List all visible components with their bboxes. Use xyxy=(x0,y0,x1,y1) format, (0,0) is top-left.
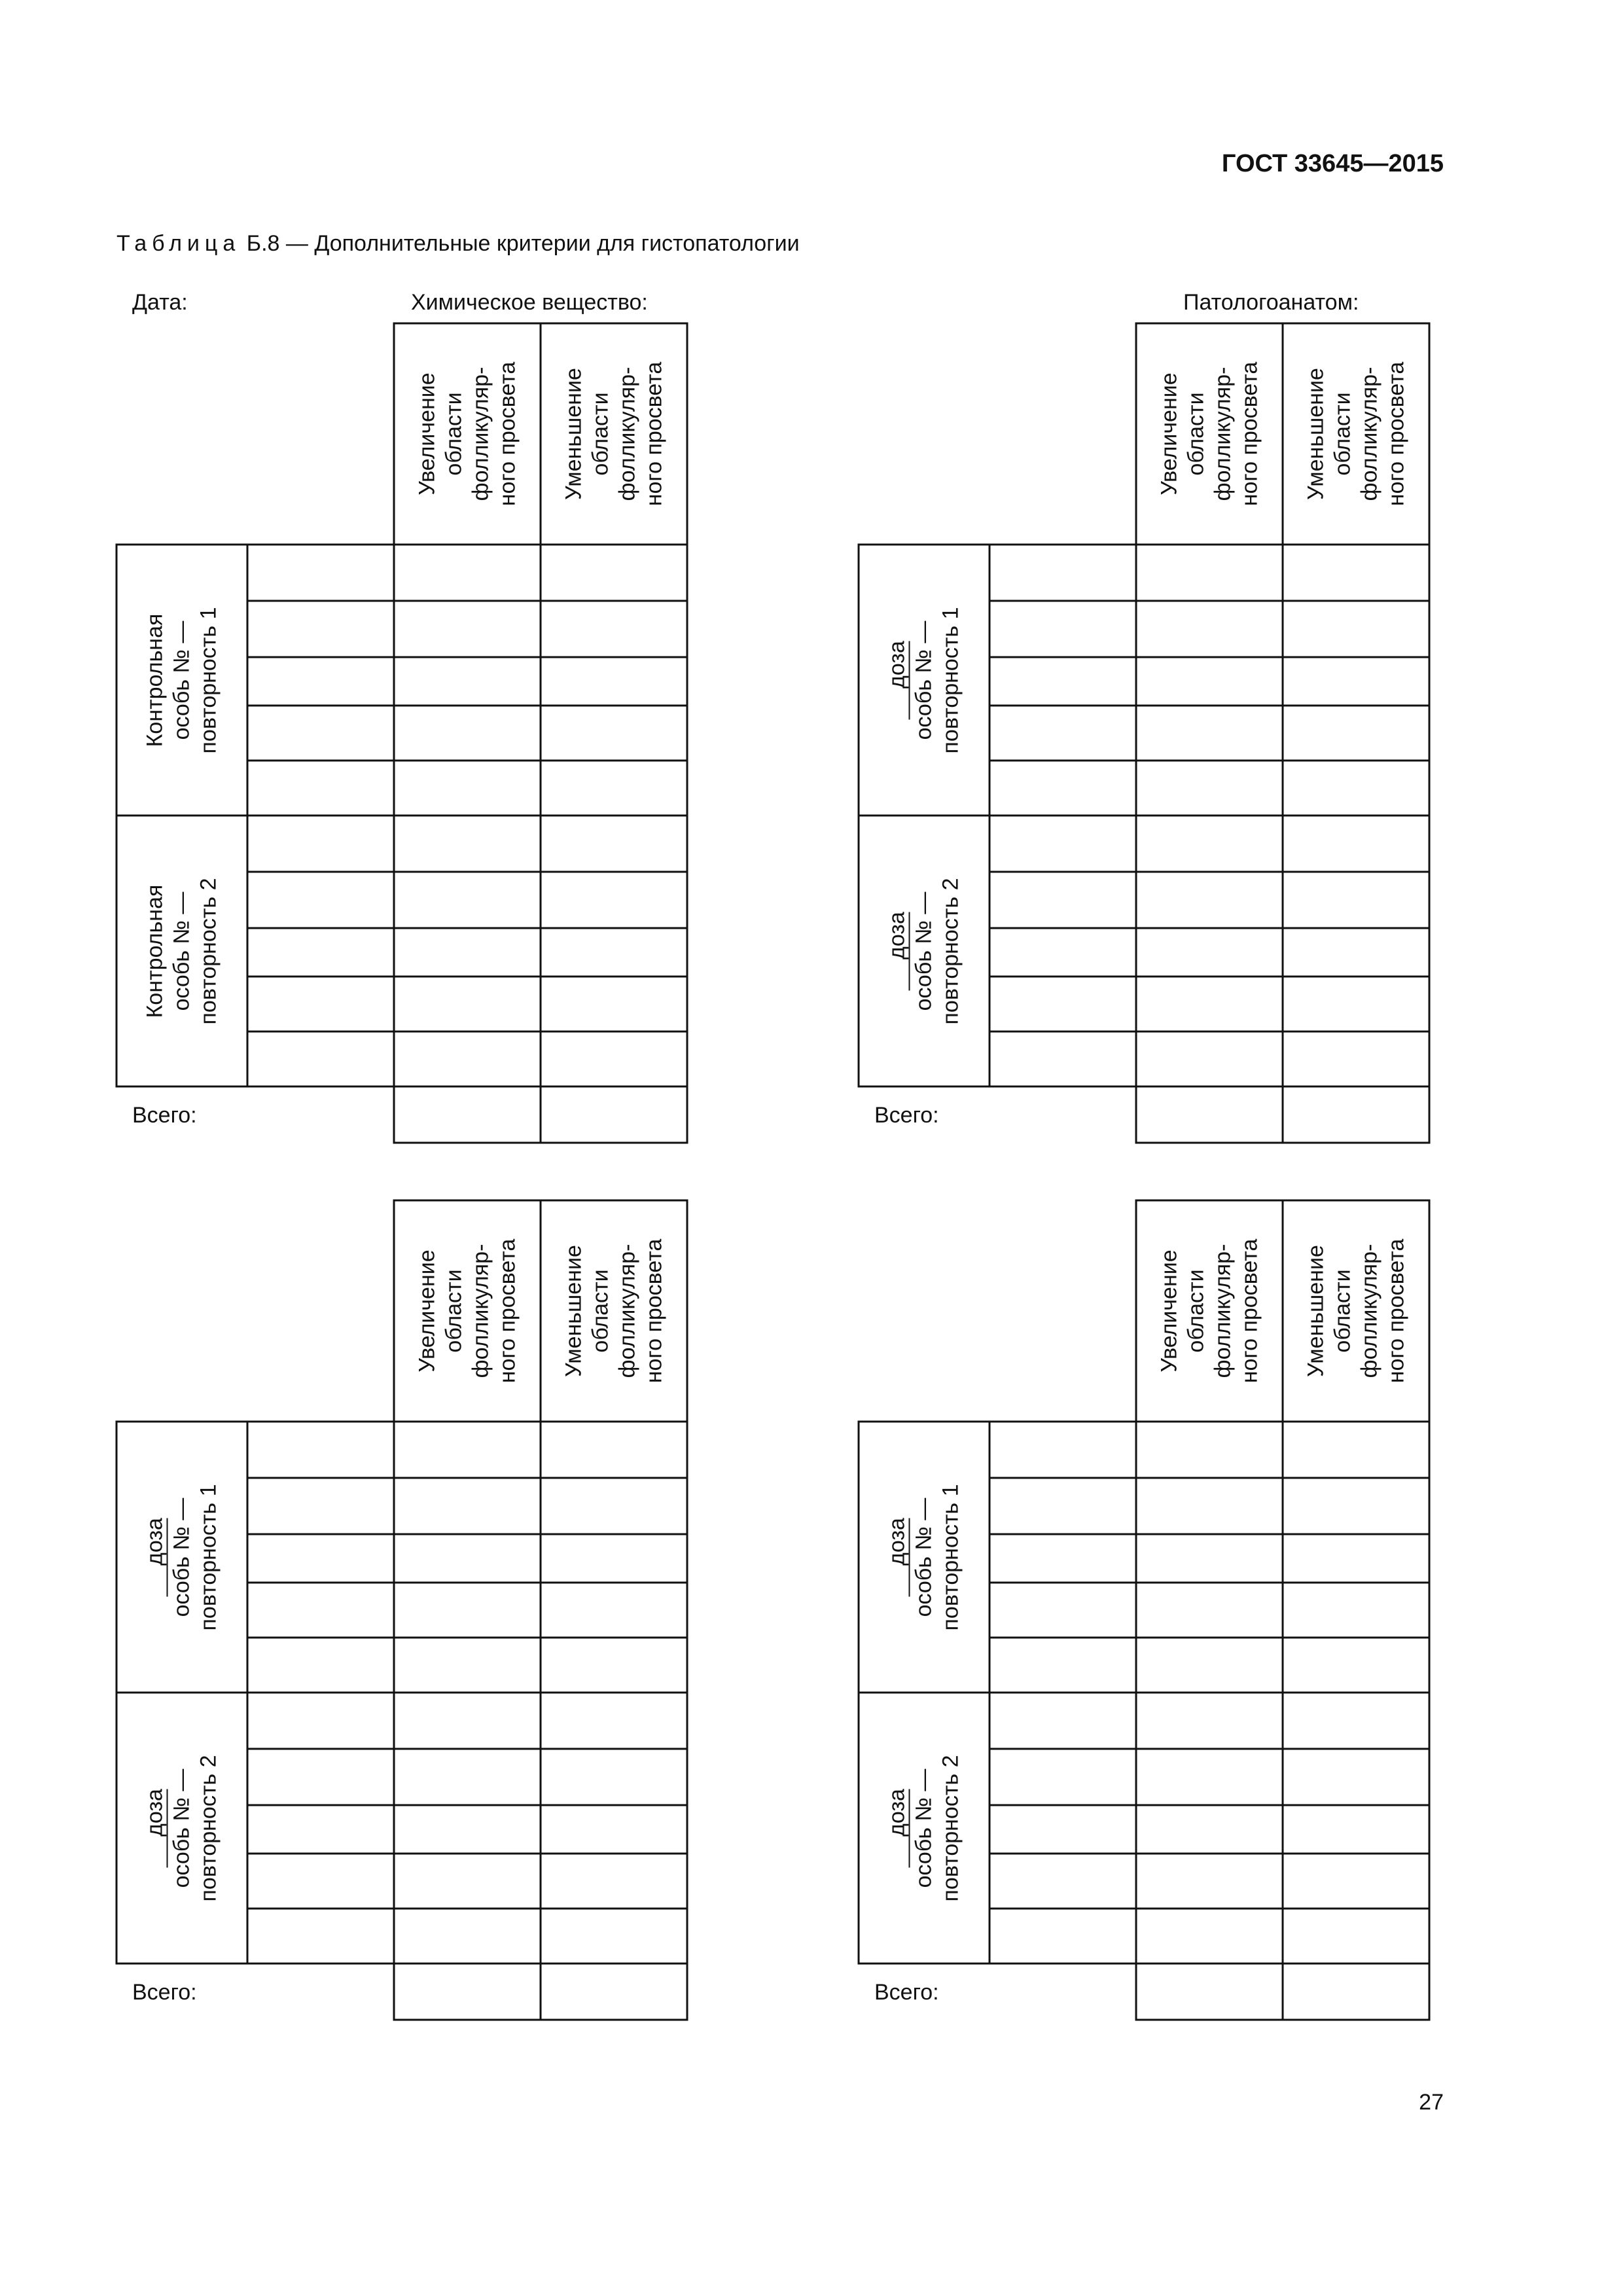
date-field-label: Дата: xyxy=(132,290,188,315)
table-caption xyxy=(116,229,800,258)
column-header-increase: Увеличение области фолликуляр- ного просвета xyxy=(414,1238,520,1384)
total-label: Всего: xyxy=(132,1103,197,1128)
group-label-replicate-2: доза особь № — повторность 2 xyxy=(884,1755,963,1901)
column-header-decrease: Уменьшение области фолликуляр- ного просвета xyxy=(561,1238,666,1384)
caption-text: Б.8 — Дополнительные критерии для гистопатологии xyxy=(246,231,800,256)
total-label: Всего: xyxy=(874,1980,939,2005)
group-label-replicate-1: Контрольная особь № — повторность 1 xyxy=(142,607,221,753)
total-label: Всего: xyxy=(874,1103,939,1128)
dose-blank: доза xyxy=(885,1518,910,1597)
pathologist-field-label: Патологоанатом: xyxy=(1183,290,1359,315)
dose-blank: доза xyxy=(885,641,910,720)
dose-blank: доза xyxy=(885,912,910,991)
dose-blank: доза xyxy=(885,1789,910,1868)
column-header-increase: Увеличение области фолликуляр- ного просвета xyxy=(1156,1238,1262,1384)
column-header-increase: Увеличение области фолликуляр- ного просвета xyxy=(414,361,520,507)
column-header-decrease: Уменьшение области фолликуляр- ного просвета xyxy=(1303,1238,1408,1384)
document-number: ГОСТ 33645—2015 xyxy=(1221,150,1444,177)
group-label-replicate-1: доза особь № — повторность 1 xyxy=(884,607,963,753)
page-number: 27 xyxy=(1419,2090,1444,2115)
group-label-replicate-2: доза особь № — повторность 2 xyxy=(142,1755,221,1901)
group-label-replicate-1: доза особь № — повторность 1 xyxy=(884,1484,963,1630)
dose-blank: доза xyxy=(143,1789,168,1868)
group-label-replicate-1: доза особь № — повторность 1 xyxy=(142,1484,221,1630)
caption-prefix: Таблица xyxy=(116,231,241,256)
chemical-field-label: Химическое вещество: xyxy=(411,290,648,315)
column-header-increase: Увеличение области фолликуляр- ного просвета xyxy=(1156,361,1262,507)
dose-blank: доза xyxy=(143,1518,168,1597)
group-label-replicate-2: доза особь № — повторность 2 xyxy=(884,878,963,1024)
column-header-decrease: Уменьшение области фолликуляр- ного просвета xyxy=(561,361,666,507)
column-header-decrease: Уменьшение области фолликуляр- ного просвета xyxy=(1303,361,1408,507)
group-label-replicate-2: Контрольная особь № — повторность 2 xyxy=(142,878,221,1024)
total-label: Всего: xyxy=(132,1980,197,2005)
